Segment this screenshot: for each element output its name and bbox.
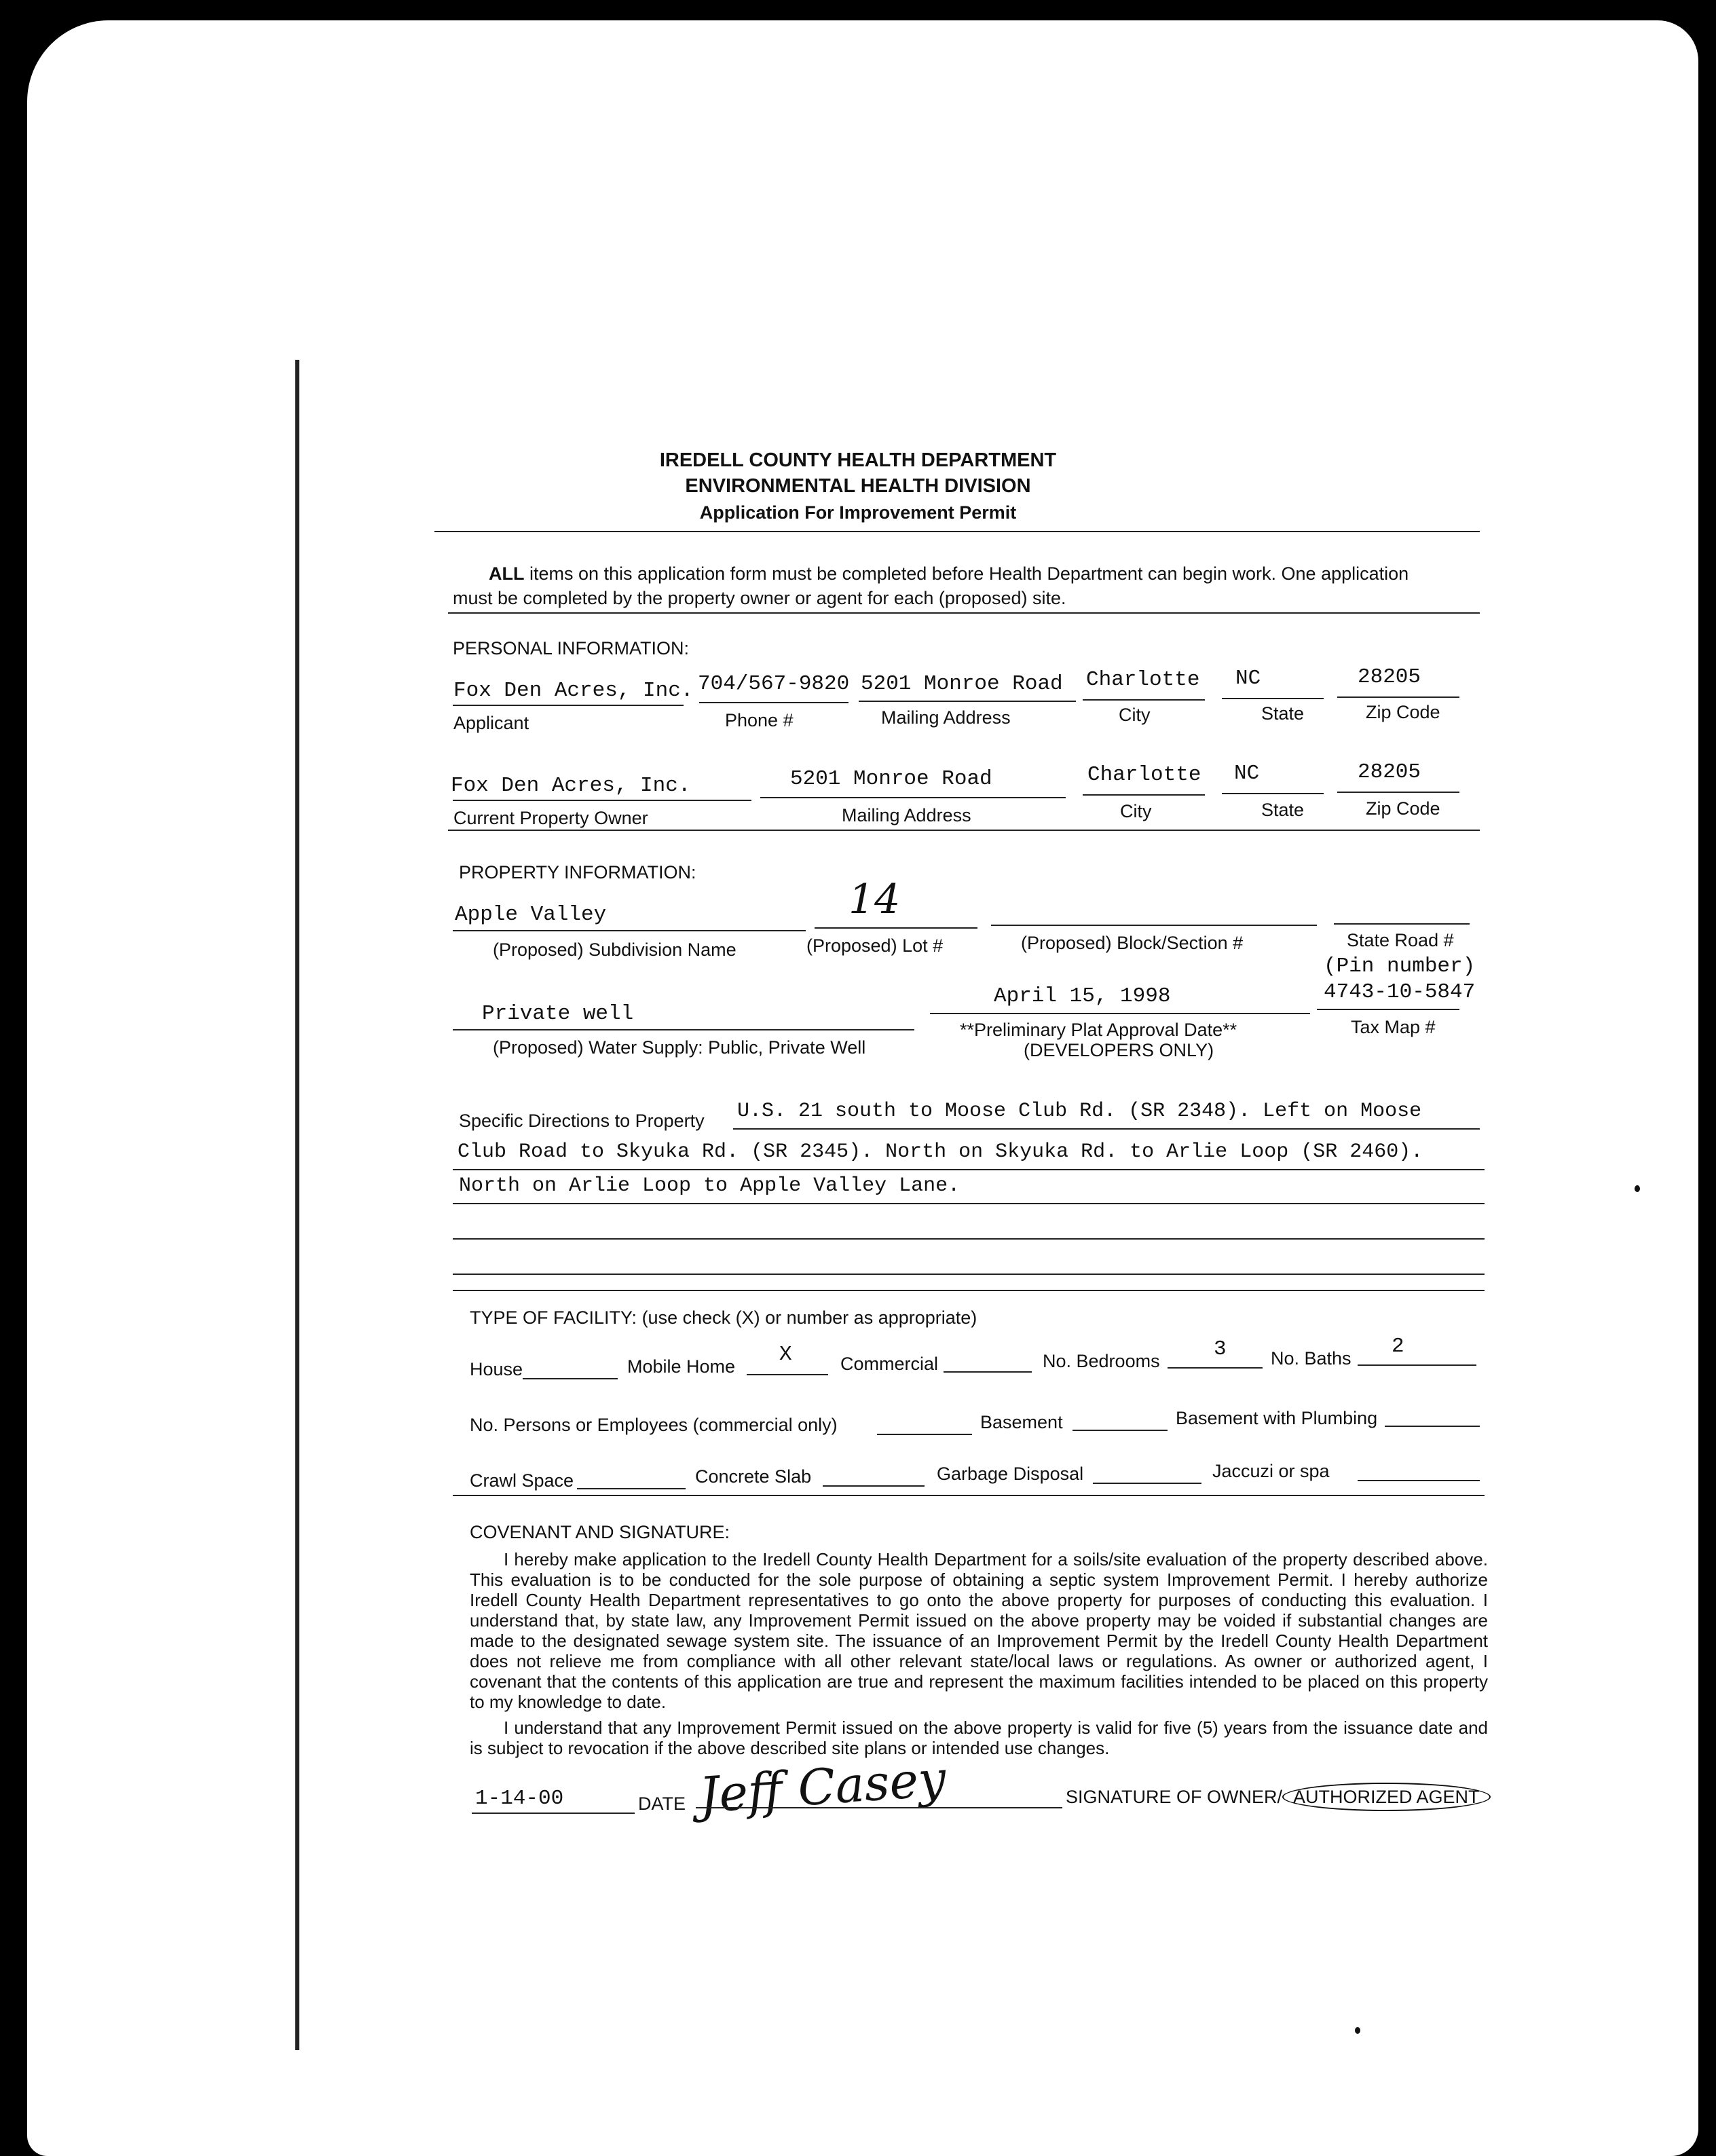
house-label: House xyxy=(470,1359,523,1379)
state-road-label: State Road # xyxy=(1347,930,1454,950)
owner-address: 5201 Monroe Road xyxy=(790,767,992,791)
owner-name: Fox Den Acres, Inc. xyxy=(451,774,691,798)
scan-speck xyxy=(1355,2027,1360,2034)
jacuzzi-label: Jaccuzi or spa xyxy=(1212,1461,1330,1481)
date-label: DATE xyxy=(638,1793,686,1814)
owner-label: SIGNATURE OF OWNER/ xyxy=(1066,1787,1283,1807)
margin-line xyxy=(295,360,299,2050)
mailing-address-label: Mailing Address xyxy=(881,707,1011,728)
phone-label: Phone # xyxy=(725,710,794,730)
covenant-heading: COVENANT AND SIGNATURE: xyxy=(470,1522,730,1542)
bedrooms-label: No. Bedrooms xyxy=(1043,1351,1160,1371)
personal-info-heading: PERSONAL INFORMATION: xyxy=(453,638,690,658)
mobile-home-value: X xyxy=(779,1343,792,1367)
signature-owner-label xyxy=(1066,1787,1491,1808)
directions-label: Specific Directions to Property xyxy=(459,1111,705,1131)
lot-label: (Proposed) Lot # xyxy=(806,935,944,956)
facility-instructions: (use check (X) or number as appropriate) xyxy=(637,1307,977,1328)
authorized-agent-label: AUTHORIZED AGENT xyxy=(1282,1783,1491,1811)
scanned-form-page xyxy=(27,20,1698,2156)
baths-label: No. Baths xyxy=(1271,1348,1351,1369)
form-title: Application For Improvement Permit xyxy=(699,502,1017,523)
directions-line-2: Club Road to Skyuka Rd. (SR 2345). North on Skyuka Rd. to Arlie Loop (SR 2460). xyxy=(458,1140,1423,1164)
facility-heading-line xyxy=(470,1307,977,1328)
pin-note: (Pin number) xyxy=(1324,954,1476,978)
owner-zip: 28205 xyxy=(1358,760,1421,784)
owner-city: Charlotte xyxy=(1087,763,1201,787)
mobile-home-label: Mobile Home xyxy=(627,1356,736,1377)
intro-line-1 xyxy=(489,563,1409,584)
zip-label: Zip Code xyxy=(1366,702,1440,722)
commercial-label: Commercial xyxy=(840,1354,939,1374)
applicant-address: 5201 Monroe Road xyxy=(861,672,1063,696)
owner-state-label: State xyxy=(1261,800,1305,820)
subdivision-label: (Proposed) Subdivision Name xyxy=(493,940,736,960)
plat-approval-date: April 15, 1998 xyxy=(994,984,1171,1008)
basement-plumbing-label: Basement with Plumbing xyxy=(1176,1408,1378,1428)
applicant-name: Fox Den Acres, Inc. xyxy=(453,679,694,703)
garbage-disposal-label: Garbage Disposal xyxy=(937,1464,1084,1484)
owner-state: NC xyxy=(1234,762,1260,785)
applicant-phone: 704/567-9820 xyxy=(698,672,850,696)
directions-line-1: U.S. 21 south to Moose Club Rd. (SR 2348). Left on Moose xyxy=(737,1100,1422,1123)
applicant-label: Applicant xyxy=(453,713,529,733)
tax-map-number: 4743-10-5847 xyxy=(1324,980,1476,1004)
subdivision-name: Apple Valley xyxy=(455,903,607,927)
owner-zip-label: Zip Code xyxy=(1366,798,1440,819)
intro-line-2: must be completed by the property owner or agent for each (proposed) site. xyxy=(453,588,1066,608)
intro-all: ALL xyxy=(489,563,525,584)
department-title: IREDELL COUNTY HEALTH DEPARTMENT xyxy=(659,449,1057,471)
concrete-slab-label: Concrete Slab xyxy=(695,1466,812,1487)
covenant-paragraph-2: I understand that any Improvement Permit issued on the above property is valid for five (5) years from the issuance date and is subject to revocation if the above described site plans or intended use changes. xyxy=(470,1717,1488,1758)
block-section-label: (Proposed) Block/Section # xyxy=(1021,933,1244,953)
baths-value: 2 xyxy=(1392,1335,1404,1358)
state-label: State xyxy=(1261,703,1305,724)
current-owner-label: Current Property Owner xyxy=(453,808,648,828)
persons-label: No. Persons or Employees (commercial only) xyxy=(470,1415,838,1435)
applicant-state: NC xyxy=(1235,667,1261,690)
plat-approval-label: **Preliminary Plat Approval Date** xyxy=(960,1020,1237,1040)
water-supply-label: (Proposed) Water Supply: Public, Private Well xyxy=(493,1037,866,1058)
lot-number: 14 xyxy=(848,876,901,923)
tax-map-label: Tax Map # xyxy=(1351,1017,1436,1037)
property-info-heading: PROPERTY INFORMATION: xyxy=(459,862,696,882)
water-supply: Private well xyxy=(482,1002,634,1026)
basement-label: Basement xyxy=(980,1412,1063,1432)
scan-speck xyxy=(1635,1185,1640,1192)
signature-date: 1-14-00 xyxy=(475,1787,564,1810)
facility-heading: TYPE OF FACILITY: xyxy=(470,1307,637,1328)
division-title: ENVIRONMENTAL HEALTH DIVISION xyxy=(685,475,1031,497)
applicant-city: Charlotte xyxy=(1086,668,1200,692)
bedrooms-value: 3 xyxy=(1214,1337,1227,1361)
developers-only-label: (DEVELOPERS ONLY) xyxy=(1024,1040,1214,1060)
handwritten-signature: Jeff Casey xyxy=(697,1749,948,1824)
owner-address-label: Mailing Address xyxy=(842,805,971,825)
crawl-space-label: Crawl Space xyxy=(470,1470,574,1491)
covenant-paragraph-1: I hereby make application to the Iredell County Health Department for a soils/site evaluation of the property described above. This evaluation is to be conducted for the sole purpose of obtaining a septic system Improvement Permit. I hereby authorize Iredell County Health Department representatives to go onto the above property for purposes of conducting this evaluation. I understand that, by state law, any Improvement Permit issued on the above property may be voided if substantial changes are made to the designated sewage system site. The issuance of an Improvement Permit by the Iredell County Health Department does not relieve me from compliance with all other relevant state/local laws or regulations. As owner or authorized agent, I covenant that the contents of this application are true and represent the maximum facilities intended to be placed on this property to my knowledge to date. xyxy=(470,1549,1488,1712)
city-label: City xyxy=(1119,705,1151,725)
applicant-zip: 28205 xyxy=(1358,665,1421,689)
directions-line-3: North on Arlie Loop to Apple Valley Lane. xyxy=(459,1174,960,1197)
owner-city-label: City xyxy=(1120,801,1152,821)
intro-text-1: items on this application form must be completed before Health Department can begin work. One application xyxy=(524,563,1409,584)
